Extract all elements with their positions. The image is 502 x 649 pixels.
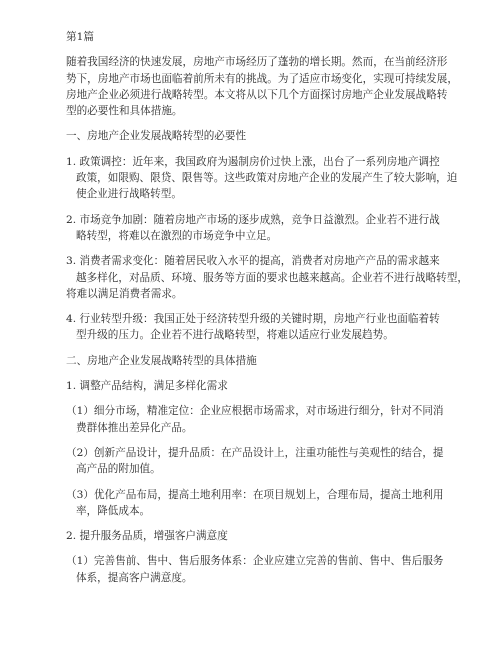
text-line: 2. 提升服务品质，增强客户满意度 [66, 530, 228, 543]
text-line: 势下，房地产市场也面临着前所未有的挑战。为了适应市场变化，实现可持续发展， [66, 72, 458, 85]
measure-1-item-2 [66, 445, 444, 478]
numbered-paragraph-2 [66, 212, 440, 245]
text-line: （1）完善售前、售中、售后服务体系：企业应建立完善的售前、售中、售后服务 [66, 555, 444, 568]
text-line: 费群体推出差异化产品。 [76, 421, 193, 434]
text-line: （1）细分市场，精准定位：企业应根据市场需求，对市场进行细分，针对不同消 [66, 405, 444, 418]
text-line: 2. 市场竞争加剧：随着房地产市场的逐步成熟，竞争日益激烈。企业若不进行战 [66, 213, 440, 226]
numbered-paragraph-4 [66, 311, 440, 344]
measure-2-item-1 [66, 553, 444, 586]
measure-1-item-1 [66, 403, 444, 436]
text-line: （3）优化产品布局，提高土地利用率：在项目规划上，合理布局，提高土地利用 [66, 488, 444, 501]
numbered-paragraph-1 [66, 154, 458, 203]
heading-text: 一、房地产企业发展战略转型的必要性 [66, 130, 247, 143]
text-line: 型的必要性和具体措施。 [66, 105, 183, 118]
text-line: 高产品的附加值。 [76, 463, 161, 476]
text-line: （2）创新产品设计，提升品质：在产品设计上，注重功能性与美观性的结合，提 [66, 446, 444, 459]
measure-1-heading [66, 378, 436, 394]
text-line: 体系，提高客户满意度。 [76, 571, 193, 584]
text-line: 型升级的压力。企业若不进行战略转型，将难以适应行业发展趋势。 [76, 329, 394, 342]
text-line: 3. 消费者需求变化：随着居民收入水平的提高，消费者对房地产产品的需求越来 [66, 255, 440, 268]
text-line: 政策，如限购、限贷、限售等。这些政策对房地产企业的发展产生了较大影响，迫 [76, 172, 458, 185]
measure-2-heading [66, 528, 436, 544]
heading-text: 二、房地产企业发展战略转型的具体措施 [66, 354, 257, 367]
text-line: 房地产企业必须进行战略转型。本文将从以下几个方面探讨房地产企业发展战略转 [66, 88, 448, 101]
text-line: 将难以满足消费者需求。 [66, 287, 183, 300]
section-heading-1 [66, 128, 436, 144]
text-line: 略转型，将难以在激烈的市场竞争中立足。 [76, 229, 278, 242]
text-line: 1. 调整产品结构，满足多样化需求 [66, 380, 228, 393]
measure-1-item-3 [66, 487, 444, 520]
page-label-text: 第1篇 [66, 31, 94, 43]
text-line: 率，降低成本。 [76, 504, 151, 517]
text-line: 使企业进行战略转型。 [76, 188, 182, 201]
section-heading-2 [66, 353, 436, 369]
page-label [66, 29, 436, 45]
text-line: 随着我国经济的快速发展，房地产市场经历了蓬勃的增长期。然而，在当前经济形 [66, 56, 448, 69]
numbered-paragraph-3 [66, 253, 468, 302]
text-line: 4. 行业转型升级：我国正处于经济转型升级的关键时期，房地产行业也面临着转 [66, 313, 440, 326]
text-line: 1. 政策调控：近年来，我国政府为遏制房价过快上涨，出台了一系列房地产调控 [66, 155, 440, 168]
text-line: 越多样化，对品质、环境、服务等方面的要求也越来越高。企业若不进行战略转型， [76, 271, 468, 284]
intro-paragraph [66, 54, 458, 119]
